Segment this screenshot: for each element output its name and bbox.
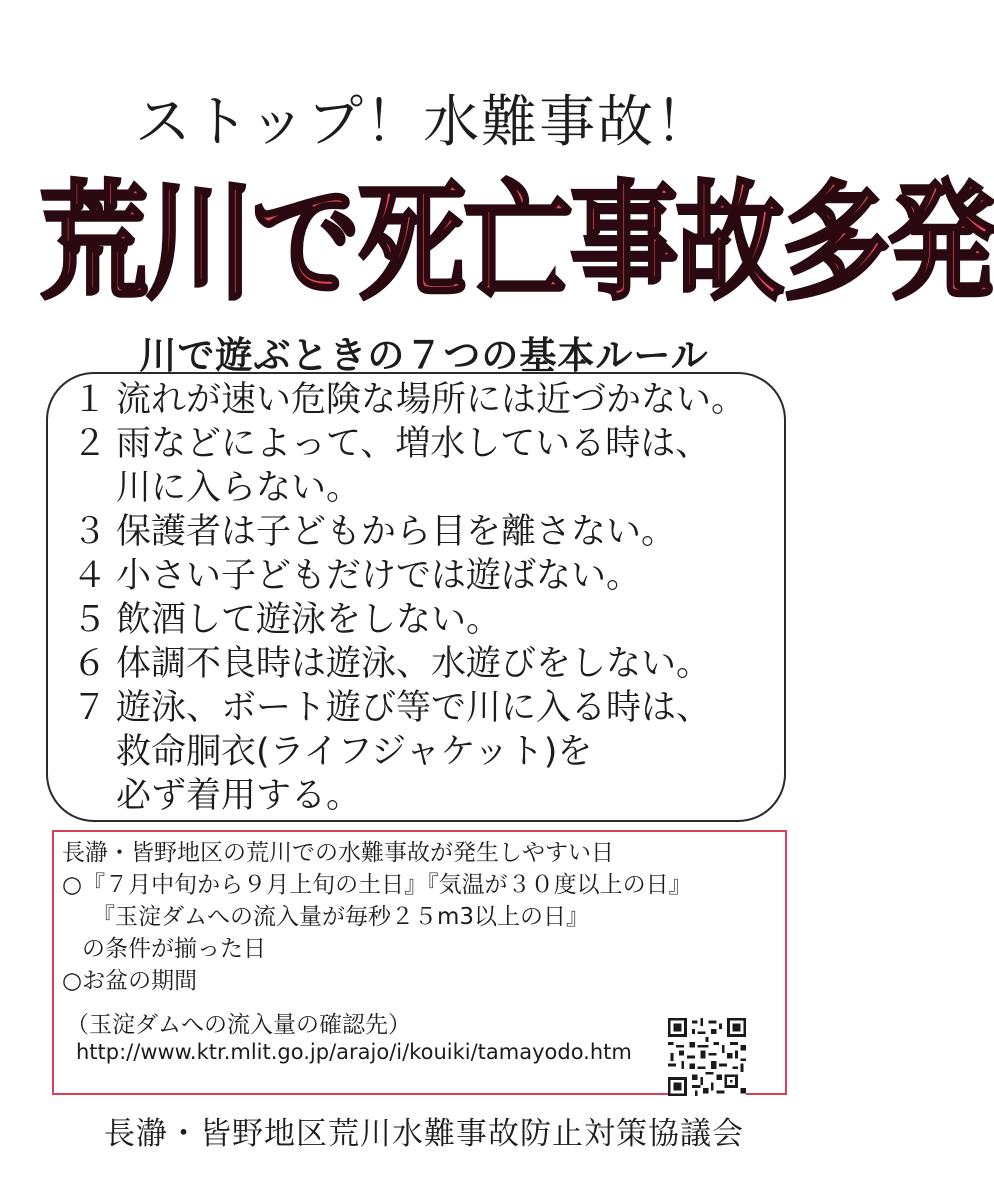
dam-inflow-url[interactable]: http://www.ktr.mlit.go.jp/arajo/i/kouiki/tamayodo.htm [76, 1040, 632, 1064]
rule-item [72, 378, 746, 422]
headline: ストップ！水難事故！ [134, 90, 714, 155]
rule-item [72, 510, 676, 554]
qr-code-icon[interactable] [668, 1018, 746, 1096]
rule-text: 飲酒して遊泳をしない。 [116, 600, 502, 640]
rule-number: １ [72, 380, 108, 420]
rule-item [72, 642, 711, 686]
rules-title: 川で遊ぶときの７つの基本ルール [139, 334, 709, 377]
info-condition: ○お盆の期間 [62, 968, 198, 994]
rule-item [72, 598, 501, 642]
rule-text: 体調不良時は遊泳、水遊びをしない。 [116, 644, 712, 684]
info-heading: 長瀞・皆野地区の荒川での水難事故が発生しやすい日 [62, 840, 614, 866]
rule-number: ７ [72, 688, 108, 728]
rule-number: ２ [72, 424, 108, 464]
rule-text-continued: 川に入らない。 [116, 468, 362, 508]
rule-text-continued: 救命胴衣(ライフジャケット)を [116, 732, 593, 772]
info-condition: ○『７月中旬から９月上旬の土日』『気温が３０度以上の日』 [62, 872, 692, 898]
main-title: 荒川で死亡事故多発 [40, 169, 994, 318]
rule-text: 雨などによって、増水している時は、 [116, 424, 711, 464]
rule-item [72, 422, 710, 510]
rule-text: 遊泳、ボート遊び等で川に入る時は、 [116, 688, 712, 728]
info-check-label: （玉淀ダムへの流入量の確認先） [66, 1012, 411, 1038]
rule-text: 流れが速い危険な場所には近づかない。 [116, 380, 747, 420]
info-condition: 『玉淀ダムへの流入量が毎秒２５m3以上の日』 [92, 904, 590, 930]
rule-item [72, 554, 641, 598]
rule-item [72, 686, 711, 818]
organization-footer: 長瀞・皆野地区荒川水難事故防止対策協議会 [104, 1116, 744, 1152]
rule-number: ４ [72, 556, 108, 596]
rule-number: ６ [72, 644, 108, 684]
rule-text: 小さい子どもだけでは遊ばない。 [116, 556, 642, 596]
rule-text: 保護者は子どもから目を離さない。 [116, 512, 677, 552]
rule-text-continued: 必ず着用する。 [116, 776, 362, 816]
rule-number: ５ [72, 600, 108, 640]
info-condition: の条件が揃った日 [82, 936, 266, 962]
rule-number: ３ [72, 512, 108, 552]
